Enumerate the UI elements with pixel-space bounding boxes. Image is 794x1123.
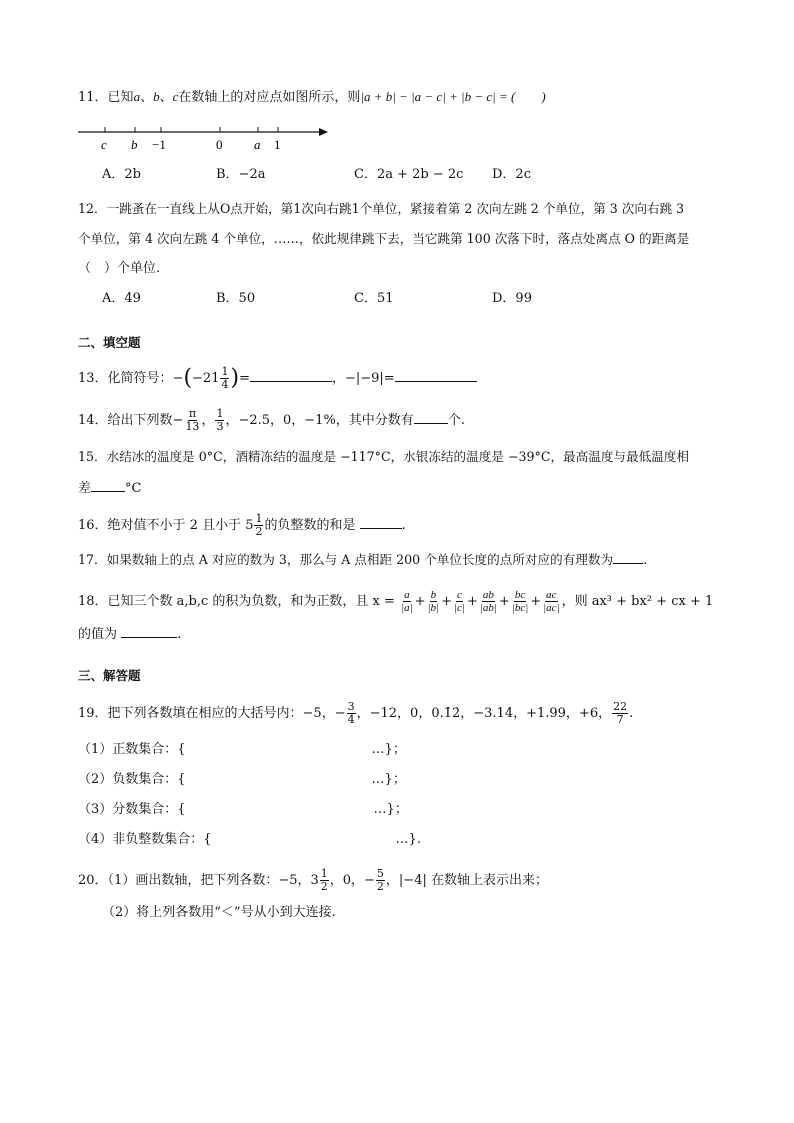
question-12-line2: 个单位，第 4 次向左跳 4 个单位，……，依此规律跳下去，当它跳第 100 次落下时，落点处离点 O 的距离是 — [78, 231, 690, 246]
question-19: 19．把下列各数填在相应的大括号内：−5，− $\frac{3}{4}$ ，−12，0，0.1̇2̇，−3.14，+1.99，+6， $\frac{22}{7}$ . — [78, 700, 634, 726]
q11-options — [102, 166, 602, 184]
option-b: B．−2a — [216, 167, 266, 182]
question-20-part2: （2）将上列各数用“＜”号从小到大连接. — [102, 905, 336, 920]
fraction: $\frac{1}{2}$ — [255, 512, 263, 538]
set-row-negative: （2）负数集合：{ …}； — [78, 772, 406, 787]
answer-blank[interactable] — [91, 479, 125, 492]
fraction: $\frac{5}{2}$ — [376, 867, 384, 893]
fraction: $\frac{b}{|b|}$ — [427, 589, 440, 614]
fraction: $\frac{1}{3}$ — [216, 407, 224, 433]
label-b: b — [131, 137, 138, 152]
option-a: A．2b — [102, 167, 141, 182]
label-0: 0 — [216, 137, 223, 152]
section-heading-solve: 三、解答题 — [78, 668, 141, 683]
set-row-positive: （1）正数集合：{ …}； — [78, 742, 406, 757]
option-a: A．49 — [102, 291, 141, 306]
fraction: $\frac{22}{7}$ — [613, 700, 628, 726]
question-14: 14．给出下列数− $\frac{\pi}{13}$ ， $\frac{1}{3}$ ，−2.5，0，−1%，其中分数有 个. — [78, 407, 465, 433]
label-a: a — [254, 137, 261, 152]
question-13: 13．化简符号：−(−21 $\frac{1}{4}$ )= ，−|−9|= — [78, 366, 477, 391]
question-20: 20．（1）画出数轴，把下列各数：−5，3 $\frac{1}{2}$ ，0，− $\frac{5}{2}$ ，|−4| 在数轴上表示出来； — [78, 867, 548, 893]
question-11: 11．已知a、b、c在数轴上的对应点如图所示，则|a + b| − |a − c| + |b − c| = ( ) — [78, 89, 546, 105]
fraction: $\frac{1}{4}$ — [221, 365, 229, 391]
set-row-nonneg-integer: （4）非负整数集合：{ …}. — [78, 832, 421, 847]
section-heading-fill-blank: 二、填空题 — [78, 335, 141, 350]
option-c: C．2a + 2b − 2c — [354, 167, 464, 182]
fraction: $\frac{bc}{|bc|}$ — [511, 589, 529, 614]
fraction: $\frac{\pi}{13}$ — [185, 407, 200, 433]
label-c: c — [101, 137, 107, 152]
absolute-value-expression: |a + b| − |a − c| + |b − c| = ( ) — [360, 89, 546, 104]
fraction: $\frac{c}{|c|}$ — [454, 589, 465, 614]
answer-blank[interactable] — [613, 551, 643, 564]
q12-options — [102, 290, 602, 308]
question-16: 16．绝对值不小于 2 且小于 5 $\frac{1}{2}$ 的负整数的和是 . — [78, 512, 406, 538]
question-18-line2: 的值为 . — [78, 627, 182, 642]
number-line-figure — [76, 122, 336, 154]
answer-blank[interactable] — [414, 411, 448, 424]
option-b: B．50 — [216, 291, 256, 306]
answer-blank[interactable] — [121, 625, 177, 638]
fraction: $\frac{1}{2}$ — [320, 867, 328, 893]
answer-blank[interactable] — [395, 369, 477, 382]
label-1: 1 — [274, 137, 281, 152]
fraction: $\frac{ab}{|ab|}$ — [479, 589, 497, 614]
question-15-line1: 15．水结冰的温度是 0°C，酒精冻结的温度是 −117°C，水银冻结的温度是 −39°C，最高温度与最低温度相 — [78, 449, 689, 464]
answer-blank[interactable] — [250, 369, 332, 382]
question-15-line2: 差 °C — [78, 481, 142, 496]
arrow-head-icon — [319, 128, 328, 136]
fraction: $\frac{3}{4}$ — [347, 700, 355, 726]
question-12-line3: （ ）个单位. — [78, 261, 161, 276]
fraction: $\frac{ac}{|ac|}$ — [543, 589, 560, 614]
question-number: 11． — [78, 90, 108, 105]
question-18: 18．已知三个数 a,b,c 的积为负数，和为正数，且 x = $\frac{a}{|a|}$ + $\frac{b}{|b|}$ + $\frac{c}{|c|}$ + $\frac{ab}{|ab|}$ + $\frac{bc}{|bc|}$ + $\frac{ac}{|ac|}$ ，则 ax³ + bx² + cx + 1 — [78, 589, 714, 614]
label-neg1: −1 — [152, 137, 166, 152]
option-c: C．51 — [354, 291, 394, 306]
answer-blank[interactable] — [360, 516, 402, 529]
option-d: D．2c — [492, 167, 531, 182]
question-17: 17．如果数轴上的点 A 对应的数为 3，那么与 A 点相距 200 个单位长度的点所对应的有理数为 . — [78, 552, 648, 567]
option-d: D．99 — [492, 291, 532, 306]
fraction: $\frac{a}{|a|}$ — [401, 589, 413, 614]
set-row-fraction: （3）分数集合：{ …}； — [78, 802, 408, 817]
question-12-line1: 12．一跳蚤在一直线上从O点开始，第1次向右跳1个单位，紧接着第 2 次向左跳 2 个单位，第 3 次向右跳 3 — [78, 201, 685, 216]
